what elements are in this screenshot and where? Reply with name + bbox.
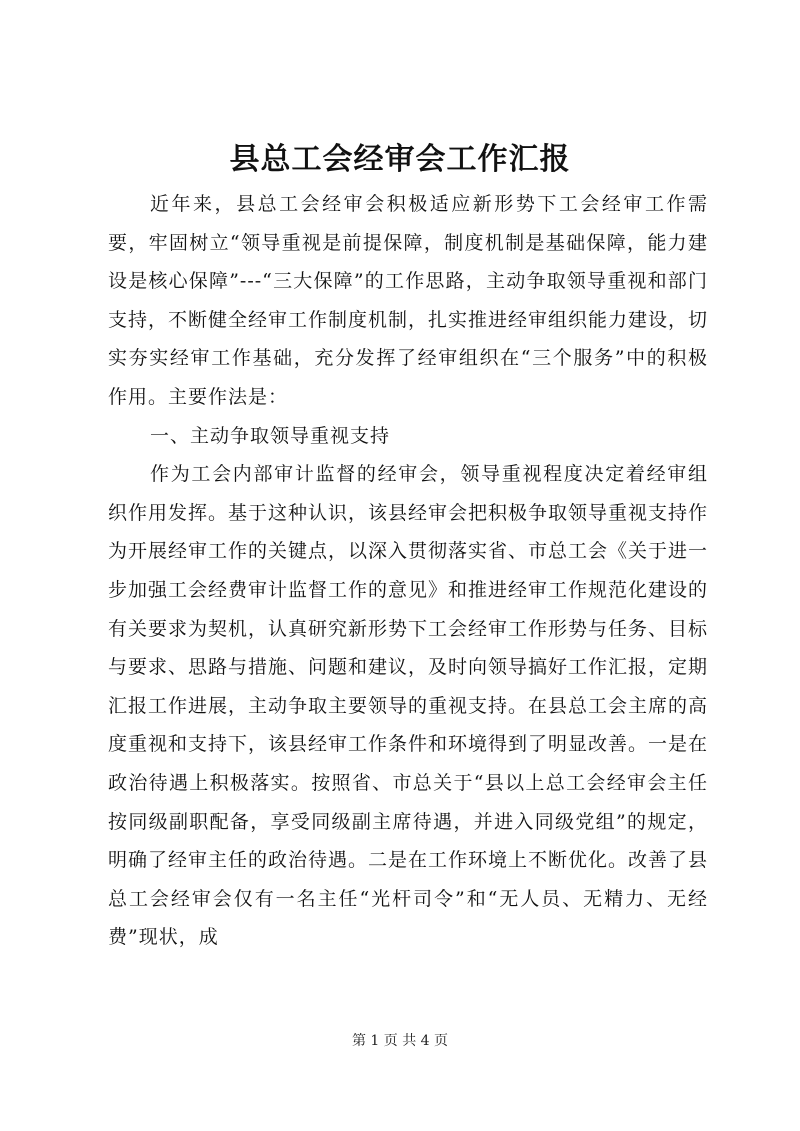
page-footer: 第 1 页 共 4 页 [351, 1033, 449, 1049]
intro-paragraph: 近年来，县总工会经审会积极适应新形势下工会经审工作需要，牢固树立“领导重视是前提保障，制度机制是基础保障，能力建设是核心保障”---“三大保障”的工作思路，主动争取领导重视和部门支持，不断健全经审工作制度机制，扎实推进经审组织能力建设，切实夯实经审工作基础，充分发挥了经审组织在“三个服务”中的积极作用。主要作法是： [108, 193, 709, 408]
section-paragraph: 作为工会内部审计监督的经审会，领导重视程度决定着经审组织作用发挥。基于这种认识，该县经审会把积极争取领导重视支持作为开展经审工作的关键点，以深入贯彻落实省、市总工会《关于进一步加强工会经费审计监督工作的意见》和推进经审工作规范化建设的有关要求为契机，认真研究新形势下工会经审工作形势与任务、目标与要求、思路与措施、问题和建议，及时向领导搞好工作汇报，定期汇报工作进展，主动争取主要领导的重视支持。在县总工会主席的高度重视和支持下，该县经审工作条件和环境得到了明显改善。一是在政治待遇上积极落实。按照省、市总关于“县以上总工会经审会主任按同级副职配备，享受同级副主席待遇，并进入同级党组”的规定，明确了经审主任的政治待遇。二是在工作环境上不断优化。改善了县总工会经审会仅有一名主任“光杆司令”和“无人员、无精力、无经费”现状，成 [108, 463, 709, 949]
document-title: 县总工会经审会工作汇报 [229, 142, 571, 177]
document-body [108, 185, 708, 957]
section-heading: 一、主动争取领导重视支持 [150, 424, 391, 447]
